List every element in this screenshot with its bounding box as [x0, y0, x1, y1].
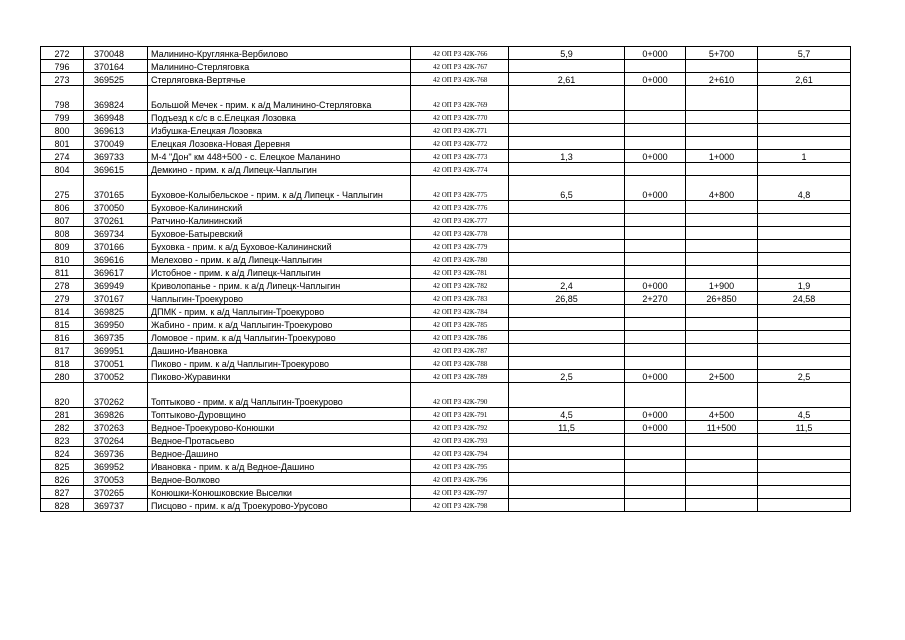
- road-name-cell: Буховое-Батыревский: [148, 227, 411, 240]
- section-length-cell: 24,58: [758, 292, 851, 305]
- table-row: [41, 499, 851, 512]
- section-length-cell: [758, 318, 851, 331]
- end-km-cell: 2+610: [686, 73, 758, 86]
- section-length-cell: [758, 240, 851, 253]
- row-number-cell: 273: [41, 73, 84, 86]
- row-number-cell: 280: [41, 370, 84, 383]
- length-km-cell: [509, 499, 625, 512]
- start-km-cell: [625, 240, 686, 253]
- registry-number-cell: 42 ОП РЗ 42К-767: [411, 60, 509, 73]
- table-row: [41, 253, 851, 266]
- end-km-cell: [686, 253, 758, 266]
- end-km-cell: [686, 137, 758, 150]
- end-km-cell: [686, 201, 758, 214]
- road-name-cell: ДПМК - прим. к а/д Чаплыгин-Троекурово: [148, 305, 411, 318]
- road-name-cell: Малинино-Стерляговка: [148, 60, 411, 73]
- registry-number-cell: 42 ОП РЗ 42К-779: [411, 240, 509, 253]
- registry-number-cell: 42 ОП РЗ 42К-768: [411, 73, 509, 86]
- road-id-cell: 369824: [84, 86, 148, 111]
- section-length-cell: [758, 473, 851, 486]
- registry-number-cell: 42 ОП РЗ 42К-792: [411, 421, 509, 434]
- length-km-cell: [509, 227, 625, 240]
- end-km-cell: [686, 447, 758, 460]
- table-row: [41, 60, 851, 73]
- section-length-cell: [758, 163, 851, 176]
- registry-number-cell: 42 ОП РЗ 42К-766: [411, 47, 509, 60]
- section-length-cell: [758, 201, 851, 214]
- row-number-cell: 274: [41, 150, 84, 163]
- road-id-cell: 369615: [84, 163, 148, 176]
- section-length-cell: [758, 111, 851, 124]
- road-id-cell: 370167: [84, 292, 148, 305]
- table-row: [41, 201, 851, 214]
- start-km-cell: [625, 318, 686, 331]
- length-km-cell: [509, 460, 625, 473]
- row-number-cell: 275: [41, 176, 84, 201]
- road-id-cell: 370052: [84, 370, 148, 383]
- road-name-cell: Буховое-Колыбельское - прим. к а/д Липецк - Чаплыгин: [148, 176, 411, 201]
- road-id-cell: 369826: [84, 408, 148, 421]
- row-number-cell: 800: [41, 124, 84, 137]
- end-km-cell: [686, 460, 758, 473]
- length-km-cell: [509, 60, 625, 73]
- start-km-cell: [625, 253, 686, 266]
- end-km-cell: [686, 383, 758, 408]
- road-name-cell: Пиково-Журавинки: [148, 370, 411, 383]
- road-name-cell: Ведное-Дашино: [148, 447, 411, 460]
- length-km-cell: [509, 201, 625, 214]
- table-row: [41, 86, 851, 111]
- start-km-cell: [625, 86, 686, 111]
- table-row: [41, 447, 851, 460]
- road-id-cell: 370261: [84, 214, 148, 227]
- registry-number-cell: 42 ОП РЗ 42К-777: [411, 214, 509, 227]
- length-km-cell: 2,5: [509, 370, 625, 383]
- registry-number-cell: 42 ОП РЗ 42К-778: [411, 227, 509, 240]
- table-row: [41, 47, 851, 60]
- start-km-cell: [625, 124, 686, 137]
- road-id-cell: 369734: [84, 227, 148, 240]
- road-id-cell: 369952: [84, 460, 148, 473]
- road-name-cell: Елецкая Лозовка-Новая Деревня: [148, 137, 411, 150]
- table-row: [41, 73, 851, 86]
- road-name-cell: Конюшки-Конюшковские Выселки: [148, 486, 411, 499]
- row-number-cell: 801: [41, 137, 84, 150]
- start-km-cell: [625, 227, 686, 240]
- registry-number-cell: 42 ОП РЗ 42К-770: [411, 111, 509, 124]
- table-row: [41, 344, 851, 357]
- table-row: [41, 434, 851, 447]
- registry-number-cell: 42 ОП РЗ 42К-772: [411, 137, 509, 150]
- length-km-cell: [509, 86, 625, 111]
- roads-table-body: [41, 47, 851, 512]
- length-km-cell: [509, 434, 625, 447]
- row-number-cell: 809: [41, 240, 84, 253]
- length-km-cell: [509, 305, 625, 318]
- road-id-cell: 369951: [84, 344, 148, 357]
- table-row: [41, 137, 851, 150]
- road-id-cell: 370053: [84, 473, 148, 486]
- registry-number-cell: 42 ОП РЗ 42К-784: [411, 305, 509, 318]
- roads-table: [40, 46, 851, 512]
- length-km-cell: [509, 137, 625, 150]
- road-name-cell: Писцово - прим. к а/д Троекурово-Урусово: [148, 499, 411, 512]
- length-km-cell: [509, 163, 625, 176]
- length-km-cell: [509, 124, 625, 137]
- road-id-cell: 370166: [84, 240, 148, 253]
- section-length-cell: [758, 344, 851, 357]
- registry-number-cell: 42 ОП РЗ 42К-771: [411, 124, 509, 137]
- length-km-cell: [509, 331, 625, 344]
- registry-number-cell: 42 ОП РЗ 42К-789: [411, 370, 509, 383]
- start-km-cell: [625, 344, 686, 357]
- length-km-cell: 5,9: [509, 47, 625, 60]
- table-row: [41, 408, 851, 421]
- registry-number-cell: 42 ОП РЗ 42К-796: [411, 473, 509, 486]
- end-km-cell: 26+850: [686, 292, 758, 305]
- length-km-cell: [509, 240, 625, 253]
- end-km-cell: 2+500: [686, 370, 758, 383]
- registry-number-cell: 42 ОП РЗ 42К-780: [411, 253, 509, 266]
- row-number-cell: 810: [41, 253, 84, 266]
- road-id-cell: 370048: [84, 47, 148, 60]
- road-name-cell: Ведное-Волково: [148, 473, 411, 486]
- road-name-cell: Топтыково - прим. к а/д Чаплыгин-Троекурово: [148, 383, 411, 408]
- road-name-cell: Ломовое - прим. к а/д Чаплыгин-Троекурово: [148, 331, 411, 344]
- registry-number-cell: 42 ОП РЗ 42К-794: [411, 447, 509, 460]
- row-number-cell: 814: [41, 305, 84, 318]
- start-km-cell: [625, 447, 686, 460]
- table-row: [41, 383, 851, 408]
- end-km-cell: [686, 305, 758, 318]
- start-km-cell: [625, 434, 686, 447]
- road-name-cell: Буховка - прим. к а/д Буховое-Калининский: [148, 240, 411, 253]
- road-id-cell: 370265: [84, 486, 148, 499]
- start-km-cell: 0+000: [625, 47, 686, 60]
- registry-number-cell: 42 ОП РЗ 42К-781: [411, 266, 509, 279]
- length-km-cell: [509, 357, 625, 370]
- table-row: [41, 176, 851, 201]
- row-number-cell: 798: [41, 86, 84, 111]
- row-number-cell: 278: [41, 279, 84, 292]
- end-km-cell: 4+500: [686, 408, 758, 421]
- road-id-cell: 369948: [84, 111, 148, 124]
- section-length-cell: 4,8: [758, 176, 851, 201]
- end-km-cell: [686, 331, 758, 344]
- section-length-cell: [758, 86, 851, 111]
- start-km-cell: [625, 137, 686, 150]
- road-name-cell: Демкино - прим. к а/д Липецк-Чаплыгин: [148, 163, 411, 176]
- table-row: [41, 370, 851, 383]
- end-km-cell: 1+900: [686, 279, 758, 292]
- road-name-cell: Дашино-Ивановка: [148, 344, 411, 357]
- table-row: [41, 292, 851, 305]
- start-km-cell: [625, 111, 686, 124]
- length-km-cell: [509, 214, 625, 227]
- section-length-cell: [758, 214, 851, 227]
- length-km-cell: [509, 447, 625, 460]
- section-length-cell: [758, 60, 851, 73]
- length-km-cell: 26,85: [509, 292, 625, 305]
- registry-number-cell: 42 ОП РЗ 42К-795: [411, 460, 509, 473]
- start-km-cell: [625, 473, 686, 486]
- road-id-cell: 370165: [84, 176, 148, 201]
- row-number-cell: 279: [41, 292, 84, 305]
- registry-number-cell: 42 ОП РЗ 42К-787: [411, 344, 509, 357]
- end-km-cell: [686, 434, 758, 447]
- length-km-cell: [509, 253, 625, 266]
- road-id-cell: 370164: [84, 60, 148, 73]
- start-km-cell: [625, 499, 686, 512]
- table-row: [41, 266, 851, 279]
- registry-number-cell: 42 ОП РЗ 42К-793: [411, 434, 509, 447]
- length-km-cell: [509, 318, 625, 331]
- registry-number-cell: 42 ОП РЗ 42К-782: [411, 279, 509, 292]
- end-km-cell: [686, 344, 758, 357]
- length-km-cell: [509, 344, 625, 357]
- registry-number-cell: 42 ОП РЗ 42К-776: [411, 201, 509, 214]
- length-km-cell: [509, 111, 625, 124]
- road-id-cell: 369950: [84, 318, 148, 331]
- registry-number-cell: 42 ОП РЗ 42К-798: [411, 499, 509, 512]
- section-length-cell: 4,5: [758, 408, 851, 421]
- registry-number-cell: 42 ОП РЗ 42К-785: [411, 318, 509, 331]
- table-row: [41, 357, 851, 370]
- road-name-cell: Чаплыгин-Троекурово: [148, 292, 411, 305]
- start-km-cell: 0+000: [625, 150, 686, 163]
- section-length-cell: [758, 357, 851, 370]
- registry-number-cell: 42 ОП РЗ 42К-775: [411, 176, 509, 201]
- table-row: [41, 421, 851, 434]
- start-km-cell: [625, 383, 686, 408]
- table-row: [41, 214, 851, 227]
- end-km-cell: [686, 240, 758, 253]
- road-name-cell: Истобное - прим. к а/д Липецк-Чаплыгин: [148, 266, 411, 279]
- road-name-cell: Жабино - прим. к а/д Чаплыгин-Троекурово: [148, 318, 411, 331]
- road-id-cell: 369735: [84, 331, 148, 344]
- road-id-cell: 369949: [84, 279, 148, 292]
- start-km-cell: 0+000: [625, 421, 686, 434]
- section-length-cell: [758, 499, 851, 512]
- row-number-cell: 828: [41, 499, 84, 512]
- start-km-cell: 0+000: [625, 408, 686, 421]
- section-length-cell: 1: [758, 150, 851, 163]
- table-row: [41, 279, 851, 292]
- table-row: [41, 473, 851, 486]
- start-km-cell: [625, 486, 686, 499]
- start-km-cell: [625, 201, 686, 214]
- row-number-cell: 815: [41, 318, 84, 331]
- row-number-cell: 826: [41, 473, 84, 486]
- start-km-cell: 0+000: [625, 370, 686, 383]
- length-km-cell: 11,5: [509, 421, 625, 434]
- row-number-cell: 824: [41, 447, 84, 460]
- length-km-cell: [509, 266, 625, 279]
- road-id-cell: 369616: [84, 253, 148, 266]
- row-number-cell: 796: [41, 60, 84, 73]
- road-id-cell: 369525: [84, 73, 148, 86]
- road-name-cell: Пиково - прим. к а/д Чаплыгин-Троекурово: [148, 357, 411, 370]
- section-length-cell: [758, 434, 851, 447]
- road-id-cell: 369736: [84, 447, 148, 460]
- section-length-cell: [758, 305, 851, 318]
- row-number-cell: 825: [41, 460, 84, 473]
- start-km-cell: [625, 331, 686, 344]
- table-row: [41, 163, 851, 176]
- table-row: [41, 460, 851, 473]
- road-name-cell: Большой Мечек - прим. к а/д Малинино-Стерляговка: [148, 86, 411, 111]
- registry-number-cell: 42 ОП РЗ 42К-791: [411, 408, 509, 421]
- end-km-cell: [686, 266, 758, 279]
- road-name-cell: Стерляговка-Вертячье: [148, 73, 411, 86]
- row-number-cell: 811: [41, 266, 84, 279]
- road-name-cell: Ратчино-Калининский: [148, 214, 411, 227]
- section-length-cell: 11,5: [758, 421, 851, 434]
- end-km-cell: 1+000: [686, 150, 758, 163]
- road-name-cell: Буховое-Калининский: [148, 201, 411, 214]
- road-name-cell: Ведное-Протасьево: [148, 434, 411, 447]
- road-id-cell: 369733: [84, 150, 148, 163]
- end-km-cell: [686, 163, 758, 176]
- start-km-cell: 2+270: [625, 292, 686, 305]
- section-length-cell: [758, 124, 851, 137]
- row-number-cell: 282: [41, 421, 84, 434]
- section-length-cell: [758, 253, 851, 266]
- section-length-cell: 1,9: [758, 279, 851, 292]
- road-name-cell: Подъезд к с/с в с.Елецкая Лозовка: [148, 111, 411, 124]
- table-row: [41, 305, 851, 318]
- length-km-cell: 2,4: [509, 279, 625, 292]
- section-length-cell: [758, 447, 851, 460]
- start-km-cell: [625, 305, 686, 318]
- section-length-cell: [758, 383, 851, 408]
- length-km-cell: 6,5: [509, 176, 625, 201]
- registry-number-cell: 42 ОП РЗ 42К-783: [411, 292, 509, 305]
- row-number-cell: 806: [41, 201, 84, 214]
- section-length-cell: 2,5: [758, 370, 851, 383]
- length-km-cell: 2,61: [509, 73, 625, 86]
- length-km-cell: [509, 473, 625, 486]
- end-km-cell: [686, 124, 758, 137]
- row-number-cell: 804: [41, 163, 84, 176]
- registry-number-cell: 42 ОП РЗ 42К-773: [411, 150, 509, 163]
- road-name-cell: Ведное-Троекурово-Конюшки: [148, 421, 411, 434]
- row-number-cell: 823: [41, 434, 84, 447]
- registry-number-cell: 42 ОП РЗ 42К-797: [411, 486, 509, 499]
- table-row: [41, 331, 851, 344]
- end-km-cell: [686, 473, 758, 486]
- road-id-cell: 369617: [84, 266, 148, 279]
- length-km-cell: 1,3: [509, 150, 625, 163]
- end-km-cell: 5+700: [686, 47, 758, 60]
- road-id-cell: 369613: [84, 124, 148, 137]
- registry-number-cell: 42 ОП РЗ 42К-786: [411, 331, 509, 344]
- road-id-cell: 370049: [84, 137, 148, 150]
- end-km-cell: 11+500: [686, 421, 758, 434]
- end-km-cell: [686, 111, 758, 124]
- road-name-cell: Малинино-Круглянка-Вербилово: [148, 47, 411, 60]
- row-number-cell: 816: [41, 331, 84, 344]
- section-length-cell: 2,61: [758, 73, 851, 86]
- start-km-cell: [625, 460, 686, 473]
- row-number-cell: 818: [41, 357, 84, 370]
- table-row: [41, 227, 851, 240]
- road-id-cell: 370263: [84, 421, 148, 434]
- section-length-cell: [758, 331, 851, 344]
- section-length-cell: [758, 460, 851, 473]
- road-id-cell: 370262: [84, 383, 148, 408]
- table-row: [41, 318, 851, 331]
- end-km-cell: [686, 357, 758, 370]
- registry-number-cell: 42 ОП РЗ 42К-788: [411, 357, 509, 370]
- start-km-cell: 0+000: [625, 279, 686, 292]
- length-km-cell: [509, 383, 625, 408]
- start-km-cell: [625, 163, 686, 176]
- registry-number-cell: 42 ОП РЗ 42К-769: [411, 86, 509, 111]
- section-length-cell: [758, 137, 851, 150]
- row-number-cell: 799: [41, 111, 84, 124]
- end-km-cell: [686, 60, 758, 73]
- section-length-cell: [758, 227, 851, 240]
- section-length-cell: 5,7: [758, 47, 851, 60]
- registry-number-cell: 42 ОП РЗ 42К-774: [411, 163, 509, 176]
- row-number-cell: 808: [41, 227, 84, 240]
- end-km-cell: [686, 486, 758, 499]
- end-km-cell: 4+800: [686, 176, 758, 201]
- table-row: [41, 150, 851, 163]
- start-km-cell: [625, 60, 686, 73]
- end-km-cell: [686, 86, 758, 111]
- road-name-cell: Мелехово - прим. к а/д Липецк-Чаплыгин: [148, 253, 411, 266]
- end-km-cell: [686, 318, 758, 331]
- section-length-cell: [758, 266, 851, 279]
- length-km-cell: 4,5: [509, 408, 625, 421]
- table-row: [41, 124, 851, 137]
- road-name-cell: Избушка-Елецкая Лозовка: [148, 124, 411, 137]
- start-km-cell: 0+000: [625, 73, 686, 86]
- end-km-cell: [686, 499, 758, 512]
- start-km-cell: [625, 214, 686, 227]
- table-row: [41, 486, 851, 499]
- end-km-cell: [686, 227, 758, 240]
- road-name-cell: Криволопанье - прим. к а/д Липецк-Чаплыгин: [148, 279, 411, 292]
- row-number-cell: 281: [41, 408, 84, 421]
- start-km-cell: [625, 357, 686, 370]
- row-number-cell: 827: [41, 486, 84, 499]
- road-id-cell: 369737: [84, 499, 148, 512]
- length-km-cell: [509, 486, 625, 499]
- end-km-cell: [686, 214, 758, 227]
- start-km-cell: [625, 266, 686, 279]
- section-length-cell: [758, 486, 851, 499]
- road-name-cell: Ивановка - прим. к а/д Ведное-Дашино: [148, 460, 411, 473]
- registry-number-cell: 42 ОП РЗ 42К-790: [411, 383, 509, 408]
- road-id-cell: 370264: [84, 434, 148, 447]
- row-number-cell: 272: [41, 47, 84, 60]
- road-name-cell: М-4 "Дон" км 448+500 - с. Елецкое Маланино: [148, 150, 411, 163]
- table-row: [41, 240, 851, 253]
- road-id-cell: 370051: [84, 357, 148, 370]
- road-id-cell: 370050: [84, 201, 148, 214]
- road-id-cell: 369825: [84, 305, 148, 318]
- start-km-cell: 0+000: [625, 176, 686, 201]
- row-number-cell: 807: [41, 214, 84, 227]
- table-row: [41, 111, 851, 124]
- road-name-cell: Топтыково-Дуровщино: [148, 408, 411, 421]
- row-number-cell: 817: [41, 344, 84, 357]
- row-number-cell: 820: [41, 383, 84, 408]
